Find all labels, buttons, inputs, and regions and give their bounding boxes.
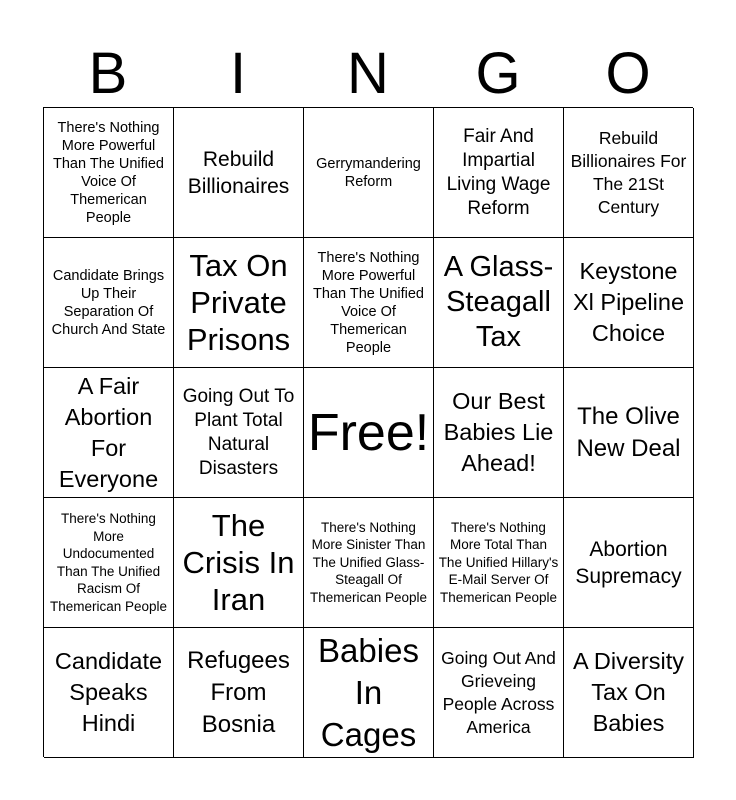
cell-text: Babies In Cages [318, 631, 419, 753]
cell-text: Our Best Babies Lie Ahead! [443, 388, 554, 476]
cell-text: A Diversity Tax On Babies [573, 648, 684, 736]
cell-text: A Glass-Steagall Tax [443, 251, 554, 353]
bingo-cell[interactable] [304, 628, 434, 758]
bingo-cell[interactable] [44, 498, 174, 628]
header-letter-o: O [605, 41, 651, 106]
cell-text: Abortion Supremacy [575, 537, 682, 588]
bingo-cell[interactable] [44, 238, 174, 368]
cell-text: There's Nothing More Sinister Than The Unified Glass-Steagall Of Themerican People [309, 519, 428, 605]
free-space-cell[interactable] [304, 368, 434, 498]
bingo-cell[interactable] [44, 368, 174, 498]
bingo-cell[interactable] [44, 108, 174, 238]
cell-text: Rebuild Billionaires For The 21St Century [570, 127, 687, 217]
bingo-card [43, 107, 693, 757]
bingo-cell[interactable] [44, 628, 174, 758]
cell-text: Going Out To Plant Total Natural Disasters [182, 385, 295, 479]
bingo-cell[interactable] [564, 628, 694, 758]
header-letter-b: B [88, 41, 128, 106]
bingo-cell[interactable] [434, 628, 564, 758]
bingo-cell[interactable] [564, 238, 694, 368]
bingo-cell[interactable] [434, 238, 564, 368]
cell-text: The Olive New Deal [576, 402, 681, 462]
bingo-cell[interactable] [564, 108, 694, 238]
cell-text: There's Nothing More Undocumented Than The Unified Racism Of Themerican People [49, 511, 168, 614]
header-letter-i: I [229, 41, 247, 106]
cell-text: Refugees From Bosnia [187, 646, 290, 738]
cell-text: Going Out And Grieveing People Across America [441, 647, 556, 737]
bingo-cell[interactable] [434, 498, 564, 628]
cell-text: Fair And Impartial Living Wage Reform [446, 125, 551, 219]
bingo-cell[interactable] [434, 108, 564, 238]
bingo-cell[interactable] [174, 368, 304, 498]
cell-text: Candidate Brings Up Their Separation Of Church And State [51, 267, 166, 338]
bingo-cell[interactable] [304, 108, 434, 238]
cell-text: There's Nothing More Powerful Than The Unified Voice Of Themerican People [313, 249, 424, 356]
bingo-cell[interactable] [304, 238, 434, 368]
cell-text: Gerrymandering Reform [316, 155, 421, 190]
bingo-cell[interactable] [174, 108, 304, 238]
bingo-cell[interactable] [304, 498, 434, 628]
cell-text: There's Nothing More Powerful Than The Unified Voice Of Themerican People [53, 119, 164, 226]
cell-text: There's Nothing More Total Than The Unified Hillary's E-Mail Server Of Themerican People [438, 519, 559, 605]
bingo-cell[interactable] [564, 498, 694, 628]
bingo-cell[interactable] [174, 498, 304, 628]
cell-text: Tax On Private Prisons [186, 248, 291, 357]
bingo-cell[interactable] [174, 628, 304, 758]
cell-text: A Fair Abortion For Everyone [58, 372, 159, 492]
bingo-header [43, 40, 693, 108]
cell-text: Keystone Xl Pipeline Choice [572, 258, 685, 346]
free-space-text: Free! [307, 403, 430, 462]
cell-text: Candidate Speaks Hindi [54, 648, 163, 736]
bingo-cell[interactable] [174, 238, 304, 368]
header-letter-n: N [347, 41, 389, 106]
cell-text: Rebuild Billionaires [187, 147, 290, 198]
bingo-cell[interactable] [434, 368, 564, 498]
cell-text: The Crisis In Iran [182, 508, 295, 617]
bingo-cell[interactable] [564, 368, 694, 498]
header-letter-g: G [475, 41, 521, 106]
